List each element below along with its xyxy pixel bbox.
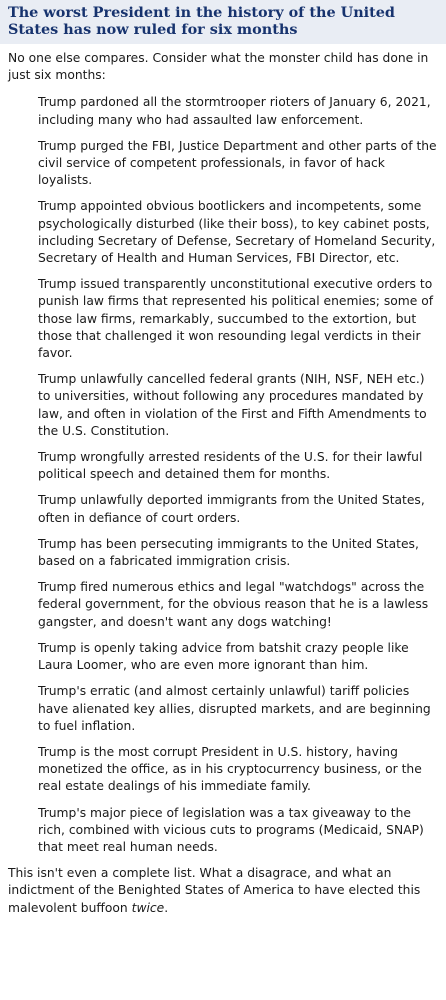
closing-paragraph [8,865,438,917]
list-item: Trump unlawfully deported immigrants from the United States, often in defiance of court orders. [38,493,425,525]
list-item: Trump's major piece of legislation was a tax giveaway to the rich, combined with vicious cuts to programs (Medicaid, SNAP) that meet real human needs. [38,805,424,854]
list-item: Trump has been persecuting immigrants to the United States, based on a fabricated immigration crisis. [38,536,419,569]
post-title: The worst President in the history of the United States has now ruled for six months [8,4,395,38]
grievance-list [38,94,438,856]
list-item: Trump wrongfully arrested residents of the U.S. for their lawful political speech and detained them for months. [38,450,423,482]
list-item: Trump unlawfully cancelled federal grants (NIH, NSF, NEH etc.) to universities, without following any procedures mandated by law, and often in violation of the First and Fifth Amendments to the U.S. Constitution. [38,372,427,438]
list-item: Trump fired numerous ethics and legal "watchdogs" across the federal government, for the obvious reason that he is a lawless gangster, and doesn't want any dogs watching! [38,580,429,629]
list-item: Trump purged the FBI, Justice Department and other parts of the civil service of competent professionals, in favor of hack loyalists. [38,138,437,188]
list-item: Trump appointed obvious bootlickers and incompetents, some psychologically disturbed (like their boss), to key cabinet posts, including Secretary of Defense, Secretary of Homeland Security, Secretary of Health and Human Services, FBI Director, etc. [38,199,436,266]
list-item: Trump is openly taking advice from batshit crazy people like Laura Loomer, who are even more ignorant than him. [38,640,409,673]
closing-emphasis: twice [131,900,165,915]
list-item: Trump pardoned all the stormtrooper rioters of January 6, 2021, including many who had assaulted law enforcement. [38,95,431,127]
list-item: Trump is the most corrupt President in U.S. history, having monetized the office, as in his cryptocurrency business, or the real estate dealings of his immediate family. [38,744,422,794]
post-body [0,50,446,917]
intro-paragraph: No one else compares. Consider what the monster child has done in just six months: [8,51,429,83]
closing-text: This isn't even a complete list. What a disagrace, and what an indictment of the Benighted States of America to have elected this malevolent buffoon [8,866,421,915]
closing-period: . [164,900,169,915]
list-item: Trump's erratic (and almost certainly unlawful) tariff policies have alienated key allies, disrupted markets, and are beginning to fuel inflation. [38,684,431,733]
list-item: Trump issued transparently unconstitutional executive orders to punish law firms that represented his political enemies; some of those law firms, remarkably, succumbed to the extortion, but those that challenged it won resounding legal verdicts in their favor. [38,277,434,361]
title-bar [0,0,446,44]
